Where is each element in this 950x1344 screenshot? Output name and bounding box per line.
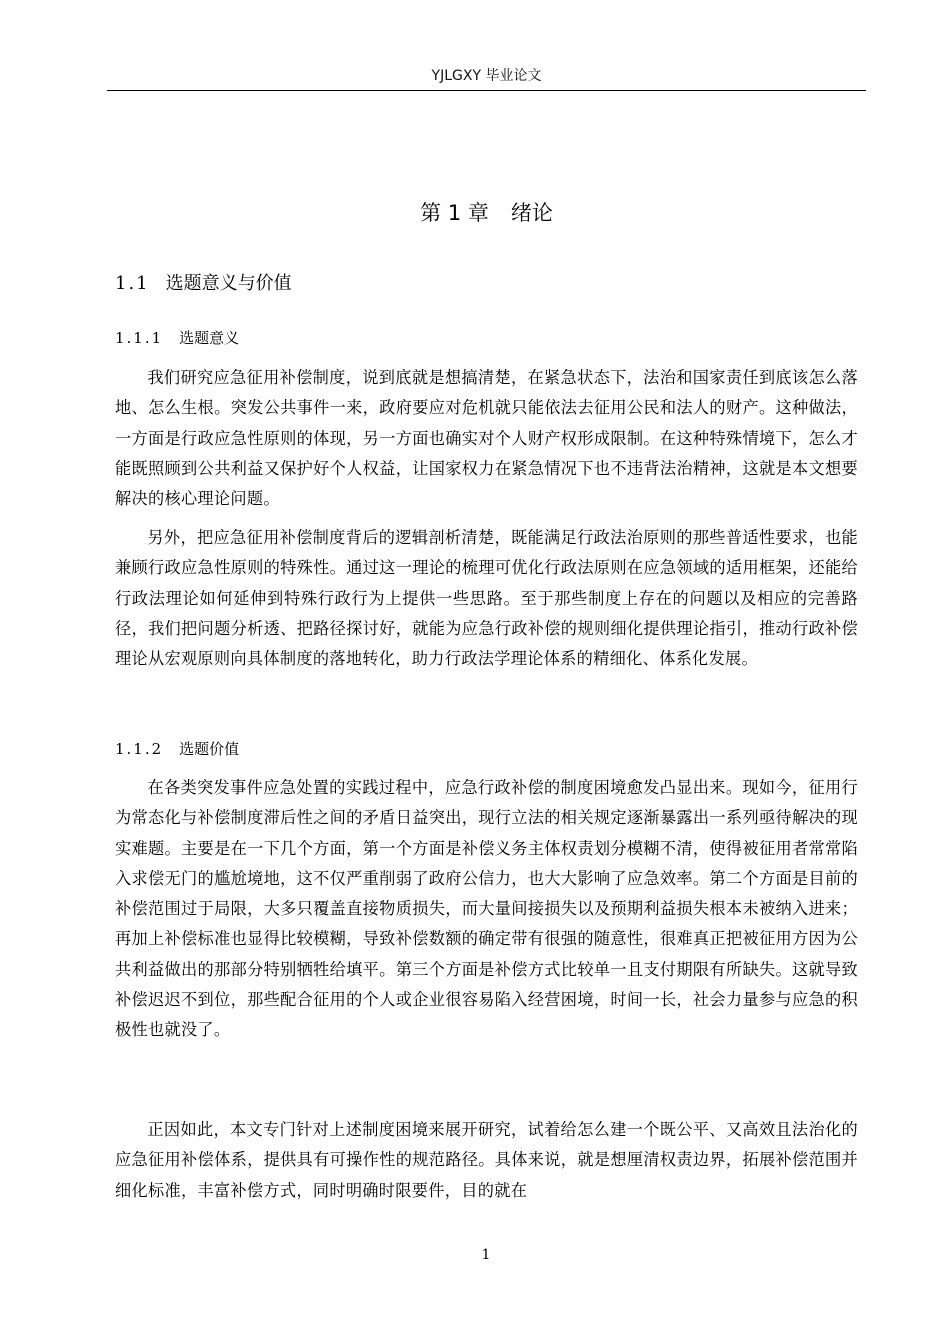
body-paragraph: 在各类突发事件应急处置的实践过程中，应急行政补偿的制度困境愈发凸显出来。现如今，征用行为常态化与补偿制度滞后性之间的矛盾日益突出，现行立法的相关规定逐渐暴露出一系列亟待解决的现实难题。主要是在一下几个方面，第一个方面是补偿义务主体权责划分模糊不清，使得被征用者常常陷入求偿无门的尴尬境地，这不仅严重削弱了政府公信力，也大大影响了应急效率。第二个方面是目前的补偿范围过于局限，大多只覆盖直接物质损失，而大量间接损失以及预期利益损失根本未被纳入进来；再加上补偿标准也显得比较模糊，导致补偿数额的确定带有很强的随意性，很难真正把被征用方因为公共利益做出的那部分特别牺牲给填平。第三个方面是补偿方式比较单一且支付期限有所缺失。这就导致补偿迟迟不到位，那些配合征用的个人或企业很容易陷入经营困境，时间一长，社会力量参与应急的积极性也就没了。	[115, 778, 858, 1040]
chapter-number: 第 1 章	[420, 201, 489, 225]
body-paragraph: 正因如此，本文专门针对上述制度困境来展开研究，试着给怎么建一个既公平、又高效且法治化的应急征用补偿体系，提供具有可操作性的规范路径。具体来说，就是想厘清权责边界，拓展补偿范围并细化标准，丰富补偿方式，同时明确时限要件，目的就在	[115, 1120, 858, 1200]
section-heading	[115, 271, 292, 297]
subsection-number: 1.1.1	[115, 329, 164, 347]
chapter-title	[107, 198, 866, 228]
subsection-heading	[115, 327, 239, 349]
section-title: 选题意义与价值	[165, 273, 292, 294]
section-number: 1.1	[115, 273, 150, 294]
header-rule	[107, 90, 866, 91]
subsection-heading	[115, 738, 239, 760]
chapter-name: 绪论	[510, 201, 553, 225]
body-paragraph: 我们研究应急征用补偿制度，说到底就是想搞清楚，在紧急状态下，法治和国家责任到底该怎么落地、怎么生根。突发公共事件一来，政府要应对危机就只能依法去征用公民和法人的财产。这种做法，一方面是行政应急性原则的体现，另一方面也确实对个人财产权形成限制。在这种特殊情境下，怎么才能既照顾到公共利益又保护好个人权益，让国家权力在紧急情况下也不违背法治精神，这就是本文想要解决的核心理论问题。	[115, 368, 858, 509]
body-paragraph: 另外，把应急征用补偿制度背后的逻辑剖析清楚，既能满足行政法治原则的那些普适性要求，也能兼顾行政应急性原则的特殊性。通过这一理论的梳理可优化行政法原则在应急领域的适用框架，还能给行政法理论如何延伸到特殊行政行为上提供一些思路。至于那些制度上存在的问题以及相应的完善路径，我们把问题分析透、把路径探讨好，就能为应急行政补偿的规则细化提供理论指引，推动行政补偿理论从宏观原则向具体制度的落地转化，助力行政法学理论体系的精细化、体系化发展。	[115, 528, 858, 669]
running-header: YJLGXY 毕业论文	[431, 68, 542, 84]
subsection-title: 选题价值	[179, 740, 240, 758]
page-number: 1	[481, 1247, 491, 1263]
subsection-number: 1.1.2	[115, 740, 164, 758]
subsection-title: 选题意义	[179, 329, 240, 347]
